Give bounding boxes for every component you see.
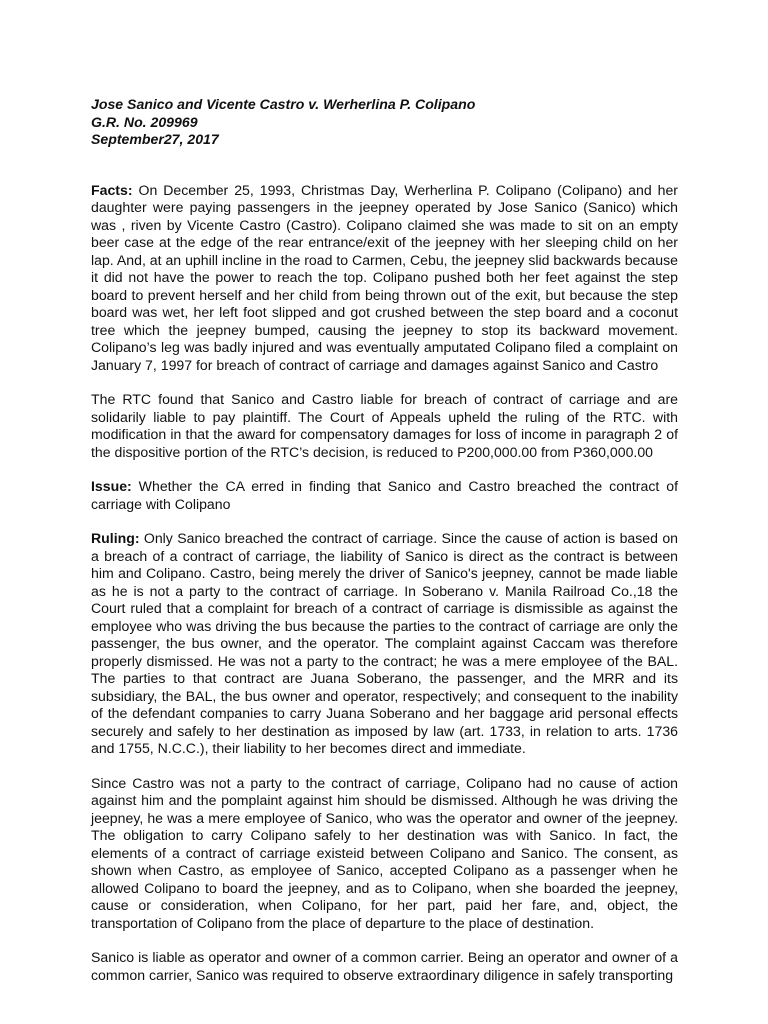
facts-label: Facts:	[91, 181, 133, 198]
ruling-text: Only Sanico breached the contract of carriage. Since the cause of action is based on a breach of a contract of carriage, the liability of Sanico is direct as the contract is between him and Colipano. Castro, being merely the driver of Sanico's jeepney, cannot be made liable as he is not a party to the contract of carriage. In Soberano v. Manila Railroad Co.,18 the Court ruled that a complaint for breach of a contract of carriage is dismissible as against the employee who was driving the bus because the parties to the contract of carriage are only the passenger, the bus owner, and the operator. The complaint against Caccam was therefore properly dismissed. He was not a party to the contract; he was a mere employee of the BAL. The parties to that contract are Juana Soberano, the passenger, and the MRR and its subsidiary, the BAL, the bus owner and operator, respectively; and consequent to the inability of the defendant companies to carry Juana Soberano and her baggage arid personal effects securely and safely to her destination as imposed by law (art. 1733, in relation to arts. 1736 and 1755, N.C.C.), their liability to her becomes direct and immediate.	[91, 530, 678, 756]
issue-text: Whether the CA erred in finding that Sanico and Castro breached the contract of carriage with Colipano	[91, 478, 678, 512]
document-page	[91, 96, 678, 984]
sanico-paragraph: Sanico is liable as operator and owner of a common carrier. Being an operator and owner of a common carrier, Sanico was required to observe extraordinary diligence in safely transporting	[91, 949, 678, 983]
facts-paragraph	[91, 182, 678, 375]
ruling-paragraph	[91, 530, 678, 758]
case-gr-number: G.R. No. 209969	[91, 113, 198, 130]
ruling-label: Ruling:	[91, 530, 140, 546]
facts-text: On December 25, 1993, Christmas Day, Werherlina P. Colipano (Colipano) and her daughter were paying passengers in the jeepney operated by Jose Sanico (Sanico) which was , riven by Vicente Castro (Castro). Colipano claimed she was made to sit on an empty beer case at the edge of the rear entrance/exit of the jeepney with her sleeping child on her lap. And, at an uphill incline in the road to Carmen, Cebu, the jeepney slid backwards because it did not have the power to reach the top. Colipano pushed both her feet against the step board to prevent herself and her child from being thrown out of the exit, but because the step board was wet, her left foot slipped and got crushed between the step board and a coconut tree which the jeepney bumped, causing the jeepney to stop its backward movement. Colipano’s leg was badly injured and was eventually amputated Colipano filed a complaint on January 7, 1997 for breach of contract of carriage and damages against Sanico and Castro	[91, 181, 678, 373]
castro-paragraph: Since Castro was not a party to the contract of carriage, Colipano had no cause of action against him and the pomplaint against him should be dismissed. Although he was driving the jeepney, he was a mere employee of Sanico, who was the operator and owner of the jeepney. The obligation to carry Colipano safely to her destination was with Sanico. In fact, the elements of a contract of carriage existeid between Colipano and Sanico. The consent, as shown when Castro, as employee of Sanico, accepted Colipano as a passenger when he allowed Colipano to board the jeepney, and as to Colipano, when she boarded the jeepney, cause or consideration, when Colipano, for her part, paid her fare, and, object, the transportation of Colipano from the place of departure to the place of destination.	[91, 774, 678, 931]
rtc-paragraph: The RTC found that Sanico and Castro liable for breach of contract of carriage and are solidarily liable to pay plaintiff. The Court of Appeals upheld the ruling of the RTC. with modification in that the award for compensatory damages for loss of income in paragraph 2 of the dispositive portion of the RTC’s decision, is reduced to P200,000.00 from P360,000.00	[91, 391, 678, 460]
case-title: Jose Sanico and Vicente Castro v. Werherlina P. Colipano	[91, 96, 476, 112]
issue-label: Issue:	[91, 478, 132, 494]
issue-paragraph	[91, 478, 678, 513]
case-date: September27, 2017	[91, 131, 219, 147]
